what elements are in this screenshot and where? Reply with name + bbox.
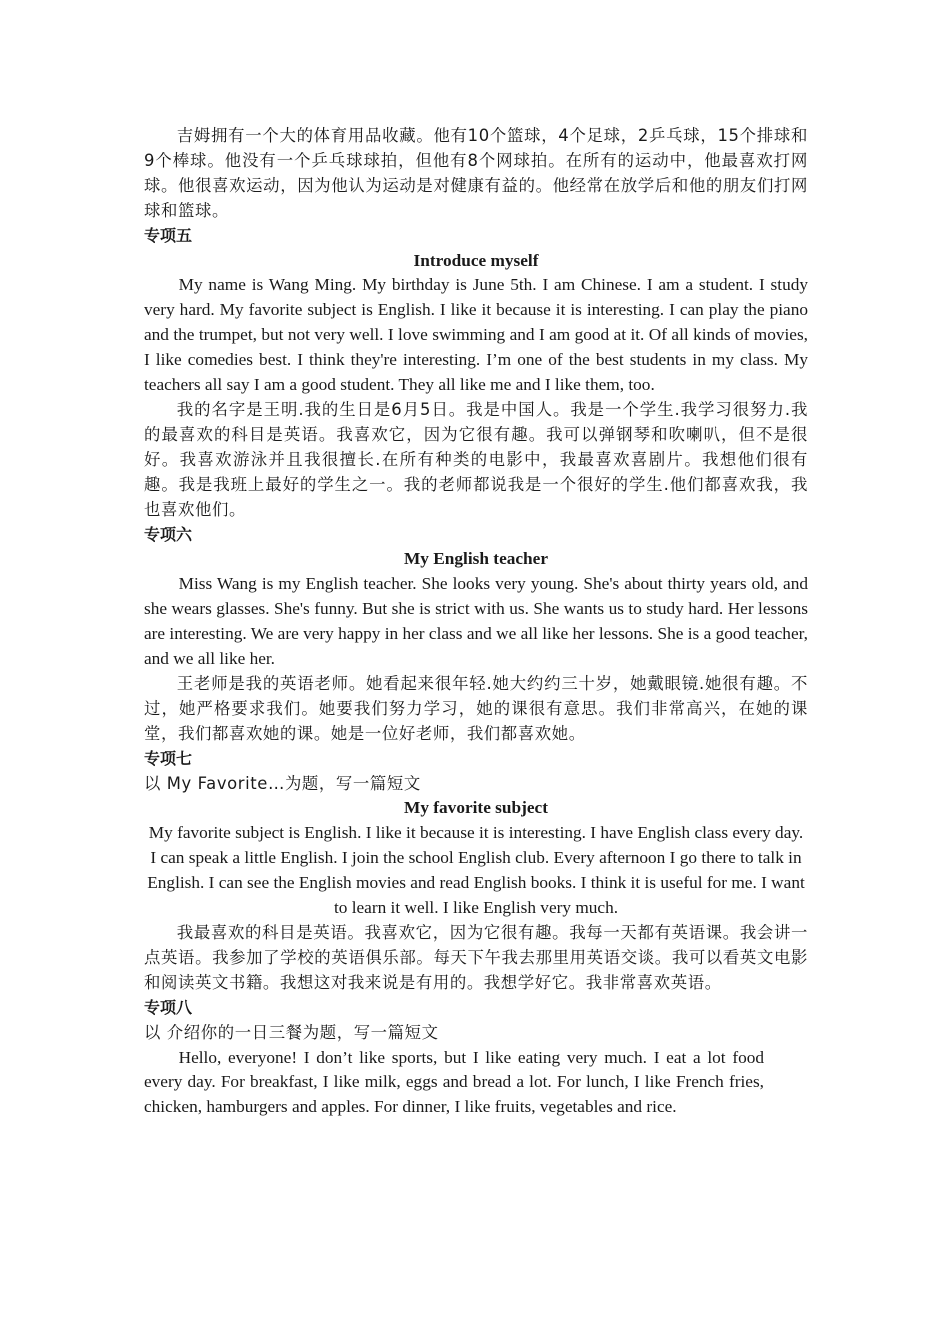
document-page bbox=[144, 124, 808, 1120]
chinese-paragraph: 我最喜欢的科目是英语。我喜欢它，因为它很有趣。我每一天都有英语课。我会讲一点英语。我参加了学校的英语俱乐部。每天下午我去那里用英语交谈。我可以看英文电影和阅读英文书籍。我想这对我来说是有用的。我想学好它。我非常喜欢英语。 bbox=[144, 923, 808, 992]
writing-prompt: 以 介绍你的一日三餐为题，写一篇短文 bbox=[144, 1022, 439, 1042]
english-paragraph: My favorite subject is English. I like it because it is interesting. I have English class every day. I can speak a little English. I join the school English club. Every afternoon I go there to talk in English. I can see the English movies and read English books. I think it is useful for me. I want to learn it well. I like English very much. bbox=[147, 823, 805, 918]
section-heading: 专项六 bbox=[144, 524, 193, 544]
section-heading: 专项七 bbox=[144, 748, 193, 768]
chinese-paragraph: 吉姆拥有一个大的体育用品收藏。他有10个篮球，4个足球，2乒乓球，15个排球和9个棒球。他没有一个乒乓球球拍，但他有8个网球拍。在所有的运动中，他最喜欢打网球。他很喜欢运动，因为他认为运动是对健康有益的。他经常在放学后和他的朋友们打网球和篮球。 bbox=[144, 126, 808, 220]
chinese-paragraph: 我的名字是王明.我的生日是6月5日。我是中国人。我是一个学生.我学习很努力.我的最喜欢的科目是英语。我喜欢它，因为它很有趣。我可以弹钢琴和吹喇叭，但不是很好。我喜欢游泳并且我很擅长.在所有种类的电影中，我最喜欢喜剧片。我想他们很有趣。我是我班上最好的学生之一。我的老师都说我是一个很好的学生.他们都喜欢我，我也喜欢他们。 bbox=[144, 399, 808, 519]
section-heading: 专项五 bbox=[144, 225, 193, 245]
section-title: Introduce myself bbox=[413, 250, 539, 270]
english-paragraph: Hello, everyone! I don’t like sports, but I like eating very much. I eat a lot food every day. For breakfast, I like milk, eggs and bread a lot. For lunch, I like French fries, chicken, hamburgers and apples. For dinner, I like fruits, vegetables and rice. bbox=[144, 1047, 764, 1117]
section-title: My favorite subject bbox=[404, 798, 548, 818]
section-heading: 专项八 bbox=[144, 997, 193, 1017]
english-paragraph: Miss Wang is my English teacher. She looks very young. She's about thirty years old, and she wears glasses. She's funny. But she is strict with us. She wants us to study hard. Her lessons are interesting. We are very happy in her class and we all like her lessons. She is a good teacher, and we all like her. bbox=[144, 574, 808, 669]
section-title: My English teacher bbox=[404, 549, 548, 569]
writing-prompt: 以 My Favorite…为题，写一篇短文 bbox=[144, 773, 421, 793]
chinese-paragraph: 王老师是我的英语老师。她看起来很年轻.她大约约三十岁，她戴眼镜.她很有趣。不过，她严格要求我们。她要我们努力学习，她的课很有意思。我们非常高兴，在她的课堂，我们都喜欢她的课。她是一位好老师，我们都喜欢她。 bbox=[144, 673, 808, 743]
english-paragraph: My name is Wang Ming. My birthday is June 5th. I am Chinese. I am a student. I study very hard. My favorite subject is English. I like it because it is interesting. I can play the piano and the trumpet, but not very well. I love swimming and I am good at it. Of all kinds of movies, I like comedies best. I think they're interesting. I’m one of the best students in my class. My teachers all say I am a good student. They all like me and I like them, too. bbox=[144, 275, 808, 395]
